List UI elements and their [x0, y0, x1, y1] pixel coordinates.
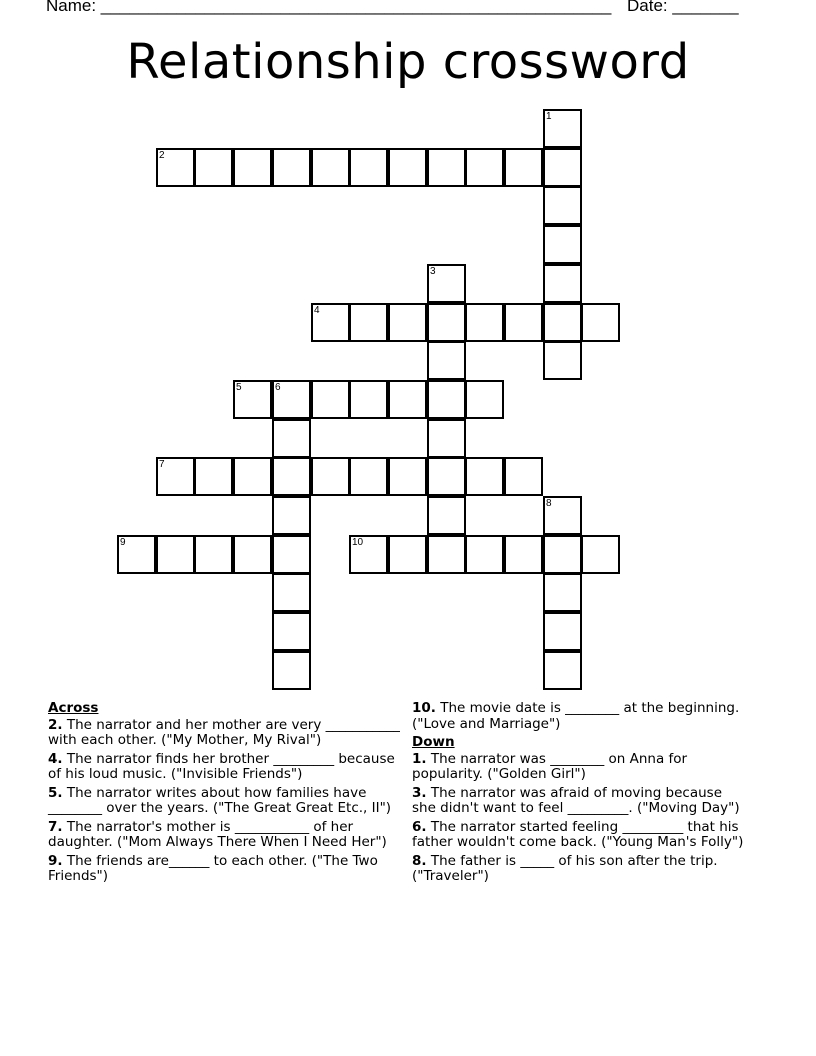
clue-text: The movie date is ________ at the beginning. ("Love and Marriage") — [412, 700, 740, 732]
crossword-cell[interactable] — [349, 303, 388, 342]
clue-number-label: 10 — [352, 537, 364, 548]
name-field-label: Name: ______________________________________________________ — [46, 0, 612, 15]
crossword-cell[interactable] — [388, 535, 427, 574]
crossword-cell[interactable] — [272, 535, 311, 574]
clue-down-1 — [412, 752, 748, 783]
clue-number-label: 1 — [546, 111, 552, 122]
page-title: Relationship crossword — [126, 34, 690, 90]
clue-number-label: 4 — [314, 305, 320, 316]
across-clues-column — [48, 701, 406, 888]
clue-text: The narrator writes about how families have ________ over the years. ("The Great Great Etc., II") — [48, 784, 392, 816]
date-field-label: Date: _______ — [627, 0, 739, 15]
crossword-cell[interactable] — [233, 148, 272, 187]
crossword-cell[interactable] — [543, 496, 582, 535]
crossword-cell[interactable] — [465, 303, 504, 342]
clue-number: 7. — [48, 818, 63, 835]
crossword-cell[interactable] — [311, 380, 350, 419]
crossword-cell[interactable] — [156, 535, 195, 574]
clue-across-10 — [412, 701, 748, 732]
crossword-cell[interactable] — [427, 457, 466, 496]
crossword-cell[interactable] — [388, 148, 427, 187]
crossword-cell[interactable] — [581, 303, 620, 342]
clue-down-8 — [412, 854, 748, 885]
crossword-cell[interactable] — [543, 186, 582, 225]
clue-text: The father is _____ of his son after the trip. ("Traveler") — [412, 852, 718, 884]
crossword-cell[interactable] — [543, 225, 582, 264]
clue-number: 6. — [412, 818, 427, 835]
clue-number-label: 9 — [120, 537, 126, 548]
crossword-cell[interactable] — [427, 380, 466, 419]
crossword-cell[interactable] — [194, 535, 233, 574]
crossword-cell[interactable] — [427, 303, 466, 342]
crossword-cell[interactable] — [311, 303, 350, 342]
down-heading: Down — [412, 734, 455, 750]
crossword-cell[interactable] — [117, 535, 156, 574]
crossword-cell[interactable] — [349, 148, 388, 187]
crossword-cell[interactable] — [504, 535, 543, 574]
crossword-cell[interactable] — [504, 148, 543, 187]
crossword-cell[interactable] — [349, 535, 388, 574]
clue-down-3 — [412, 786, 748, 817]
clue-across-5 — [48, 786, 406, 817]
across-heading: Across — [48, 700, 99, 716]
crossword-cell[interactable] — [581, 535, 620, 574]
crossword-cell[interactable] — [311, 148, 350, 187]
clue-text: The friends are______ to each other. ("The Two Friends") — [48, 852, 378, 884]
right-clues-column — [412, 701, 748, 888]
clue-number-label: 6 — [275, 382, 281, 393]
clue-number-label: 5 — [236, 382, 242, 393]
crossword-cell[interactable] — [233, 457, 272, 496]
crossword-cell[interactable] — [465, 380, 504, 419]
clue-number: 3. — [412, 784, 427, 801]
clue-number: 5. — [48, 784, 63, 801]
crossword-cell[interactable] — [194, 457, 233, 496]
clue-number: 10. — [412, 700, 436, 716]
crossword-cell[interactable] — [427, 496, 466, 535]
clue-text: The narrator was ________ on Anna for popularity. ("Golden Girl") — [412, 750, 688, 782]
clue-across-2 — [48, 718, 406, 749]
crossword-cell[interactable] — [156, 148, 195, 187]
crossword-cell[interactable] — [543, 341, 582, 380]
crossword-cell[interactable] — [272, 148, 311, 187]
clue-number: 1. — [412, 750, 427, 767]
clue-number: 9. — [48, 852, 63, 869]
crossword-cell[interactable] — [543, 148, 582, 187]
clue-across-9 — [48, 854, 406, 885]
crossword-cell[interactable] — [543, 264, 582, 303]
clue-number: 2. — [48, 716, 63, 733]
crossword-cell[interactable] — [427, 535, 466, 574]
crossword-cell[interactable] — [427, 419, 466, 458]
crossword-cell[interactable] — [272, 457, 311, 496]
crossword-cell[interactable] — [272, 573, 311, 612]
crossword-cell[interactable] — [272, 496, 311, 535]
crossword-cell[interactable] — [156, 457, 195, 496]
crossword-cell[interactable] — [388, 457, 427, 496]
crossword-cell[interactable] — [543, 303, 582, 342]
crossword-cell[interactable] — [349, 380, 388, 419]
clue-down-6 — [412, 820, 748, 851]
clue-number: 4. — [48, 750, 63, 767]
clue-number-label: 3 — [430, 266, 436, 277]
crossword-cell[interactable] — [272, 380, 311, 419]
crossword-cell[interactable] — [543, 612, 582, 651]
clue-number-label: 8 — [546, 498, 552, 509]
crossword-cell[interactable] — [504, 457, 543, 496]
crossword-cell[interactable] — [465, 535, 504, 574]
crossword-cell[interactable] — [543, 573, 582, 612]
clue-number-label: 2 — [159, 150, 165, 161]
crossword-cell[interactable] — [311, 457, 350, 496]
crossword-cell[interactable] — [465, 148, 504, 187]
crossword-cell[interactable] — [388, 303, 427, 342]
crossword-cell[interactable] — [349, 457, 388, 496]
crossword-cell[interactable] — [543, 535, 582, 574]
clue-text: The narrator and her mother are very ___________ with each other. ("My Mother, My Rival") — [48, 716, 400, 748]
crossword-cell[interactable] — [233, 535, 272, 574]
crossword-cell[interactable] — [427, 264, 466, 303]
clue-text: The narrator's mother is ___________ of her daughter. ("Mom Always There When I Need Her") — [48, 818, 387, 850]
crossword-cell[interactable] — [194, 148, 233, 187]
clue-text: The narrator finds her brother _________ because of his loud music. ("Invisible Friends") — [48, 750, 395, 782]
crossword-cell[interactable] — [427, 148, 466, 187]
crossword-cell[interactable] — [465, 457, 504, 496]
clue-number-label: 7 — [159, 459, 165, 470]
crossword-cell[interactable] — [543, 109, 582, 148]
clue-text: The narrator started feeling _________ that his father wouldn't come back. ("Young Man's Folly") — [412, 818, 744, 850]
crossword-cell[interactable] — [272, 651, 311, 690]
crossword-cell[interactable] — [388, 380, 427, 419]
clue-across-7 — [48, 820, 406, 851]
crossword-cell[interactable] — [233, 380, 272, 419]
crossword-cell[interactable] — [272, 612, 311, 651]
crossword-cell[interactable] — [272, 419, 311, 458]
clue-number: 8. — [412, 852, 427, 869]
clue-text: The narrator was afraid of moving because she didn't want to feel _________. ("Moving Day") — [412, 784, 740, 816]
crossword-cell[interactable] — [543, 651, 582, 690]
clue-across-4 — [48, 752, 406, 783]
crossword-cell[interactable] — [504, 303, 543, 342]
crossword-cell[interactable] — [427, 341, 466, 380]
